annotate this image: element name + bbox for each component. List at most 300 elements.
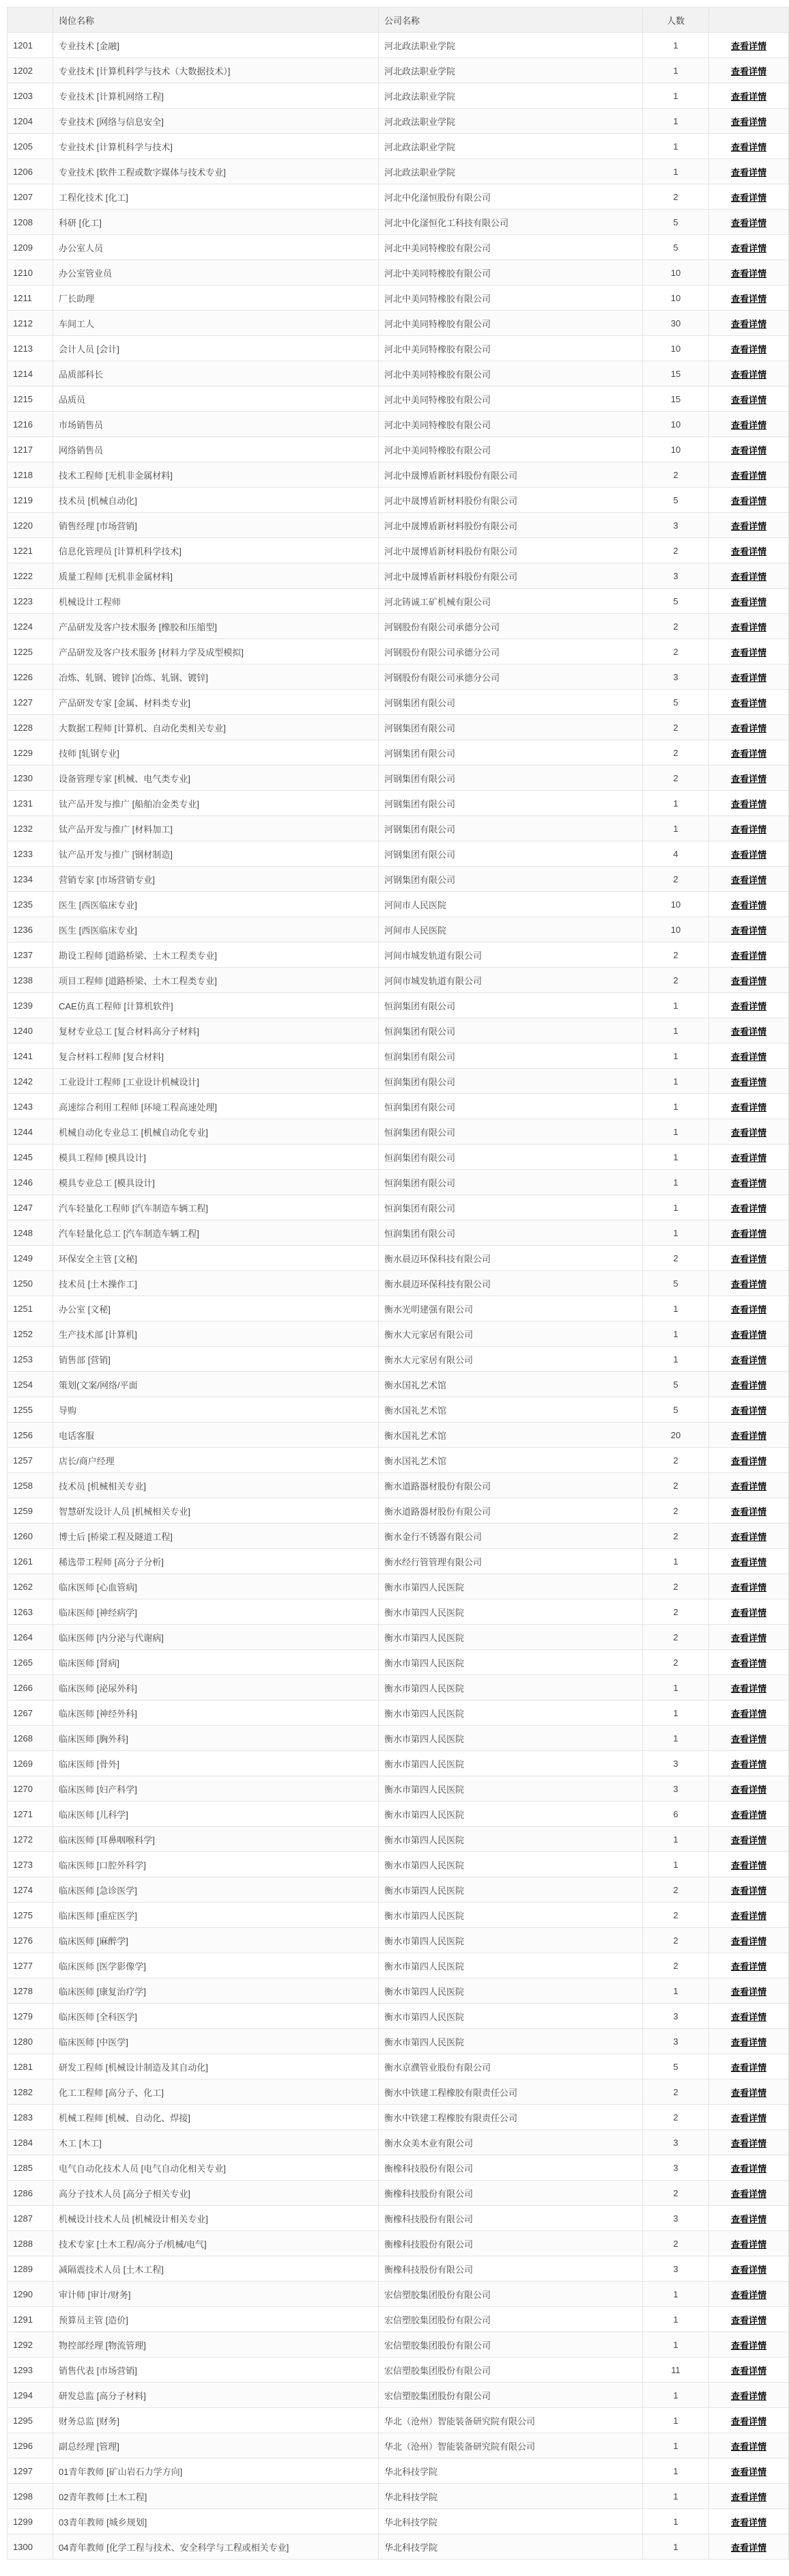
view-detail-link[interactable]: 查看详情 bbox=[730, 824, 766, 835]
view-detail-link[interactable]: 查看详情 bbox=[730, 773, 766, 784]
view-detail-link[interactable]: 查看详情 bbox=[730, 1152, 766, 1163]
row-count: 2 bbox=[643, 766, 709, 791]
table-row bbox=[8, 1397, 789, 1423]
table-row bbox=[8, 1827, 789, 1852]
table-row bbox=[8, 968, 789, 993]
view-detail-link[interactable]: 查看详情 bbox=[730, 1632, 766, 1643]
row-id: 1235 bbox=[8, 892, 53, 917]
row-count: 1 bbox=[643, 33, 709, 58]
row-id: 1289 bbox=[8, 2256, 53, 2282]
row-count: 1 bbox=[643, 993, 709, 1018]
row-count: 10 bbox=[643, 412, 709, 437]
view-detail-link[interactable]: 查看详情 bbox=[730, 1329, 766, 1340]
row-action-cell bbox=[709, 1119, 789, 1145]
view-detail-link[interactable]: 查看详情 bbox=[730, 2441, 766, 2452]
view-detail-link[interactable]: 查看详情 bbox=[730, 571, 766, 582]
row-position: 网络销售员 bbox=[53, 437, 379, 462]
row-company: 河北中美同特橡胶有限公司 bbox=[379, 285, 643, 311]
view-detail-link[interactable]: 查看详情 bbox=[730, 1860, 766, 1871]
view-detail-link[interactable]: 查看详情 bbox=[730, 1607, 766, 1618]
view-detail-link[interactable]: 查看详情 bbox=[730, 950, 766, 961]
row-company: 衡橡科技股份有限公司 bbox=[379, 2181, 643, 2206]
row-company: 衡水国礼艺术馆 bbox=[379, 1423, 643, 1448]
row-company: 河钢集团有限公司 bbox=[379, 690, 643, 715]
row-company: 河间市人民医院 bbox=[379, 892, 643, 917]
row-action-cell bbox=[709, 2534, 789, 2560]
row-company: 河北中美同特橡胶有限公司 bbox=[379, 235, 643, 260]
table-row bbox=[8, 184, 789, 210]
row-company: 衡水国礼艺术馆 bbox=[379, 1397, 643, 1423]
row-id: 1273 bbox=[8, 1852, 53, 1877]
row-count: 3 bbox=[643, 2004, 709, 2029]
view-detail-link[interactable]: 查看详情 bbox=[730, 394, 766, 405]
row-count: 6 bbox=[643, 1802, 709, 1827]
row-action-cell bbox=[709, 1044, 789, 1069]
row-action-cell bbox=[709, 361, 789, 387]
table-row bbox=[8, 2256, 789, 2282]
row-id: 1205 bbox=[8, 134, 53, 159]
view-detail-link[interactable]: 查看详情 bbox=[730, 495, 766, 506]
row-action-cell bbox=[709, 1802, 789, 1827]
row-position: 模具工程师 [模具设计] bbox=[53, 1145, 379, 1170]
row-count: 1 bbox=[643, 134, 709, 159]
row-id: 1296 bbox=[8, 2433, 53, 2459]
row-id: 1234 bbox=[8, 867, 53, 892]
view-detail-link[interactable]: 查看详情 bbox=[730, 672, 766, 683]
row-company: 宏信塑胶集团股份有限公司 bbox=[379, 2357, 643, 2383]
view-detail-link[interactable]: 查看详情 bbox=[730, 2138, 766, 2148]
row-position: 临床医师 [麻醉学] bbox=[53, 1928, 379, 1953]
row-position: 销售代表 [市场营销] bbox=[53, 2357, 379, 2383]
row-action-cell bbox=[709, 1625, 789, 1650]
row-action-cell bbox=[709, 1448, 789, 1473]
row-action-cell bbox=[709, 1650, 789, 1675]
view-detail-link[interactable]: 查看详情 bbox=[730, 546, 766, 557]
row-count: 2 bbox=[643, 867, 709, 892]
row-company: 衡水中铁建工程橡胶有限责任公司 bbox=[379, 2080, 643, 2105]
view-detail-link[interactable]: 查看详情 bbox=[730, 1278, 766, 1289]
view-detail-link[interactable]: 查看详情 bbox=[730, 2062, 766, 2073]
view-detail-link[interactable]: 查看详情 bbox=[730, 2390, 766, 2401]
row-action-cell bbox=[709, 1827, 789, 1852]
row-action-cell bbox=[709, 1347, 789, 1372]
view-detail-link[interactable]: 查看详情 bbox=[730, 1885, 766, 1896]
row-position: 临床医师 [急诊医学] bbox=[53, 1877, 379, 1903]
view-detail-link[interactable]: 查看详情 bbox=[730, 1834, 766, 1845]
table-row bbox=[8, 2282, 789, 2307]
row-action-cell bbox=[709, 1473, 789, 1498]
row-position: 会计人员 [会计] bbox=[53, 336, 379, 361]
table-row bbox=[8, 210, 789, 235]
view-detail-link[interactable]: 查看详情 bbox=[730, 1809, 766, 1820]
row-count: 30 bbox=[643, 311, 709, 336]
row-position: 01青年教师 [矿山岩石力学方向] bbox=[53, 2459, 379, 2484]
table-row bbox=[8, 260, 789, 285]
row-id: 1262 bbox=[8, 1574, 53, 1599]
row-count: 2 bbox=[643, 1448, 709, 1473]
row-id: 1280 bbox=[8, 2029, 53, 2054]
view-detail-link[interactable]: 查看详情 bbox=[730, 1683, 766, 1694]
row-position: 大数据工程师 [计算机、自动化类相关专业] bbox=[53, 715, 379, 740]
table-row bbox=[8, 1498, 789, 1524]
row-action-cell bbox=[709, 235, 789, 260]
table-row bbox=[8, 993, 789, 1018]
view-detail-link[interactable]: 查看详情 bbox=[730, 621, 766, 632]
view-detail-link[interactable]: 查看详情 bbox=[730, 925, 766, 936]
view-detail-link[interactable]: 查看详情 bbox=[730, 874, 766, 885]
table-row bbox=[8, 2357, 789, 2383]
row-position: 科研 [化工] bbox=[53, 210, 379, 235]
row-count: 2 bbox=[643, 1953, 709, 1978]
row-count: 10 bbox=[643, 917, 709, 942]
row-company: 河钢集团有限公司 bbox=[379, 740, 643, 766]
row-company: 河间市城发轨道有限公司 bbox=[379, 968, 643, 993]
row-count: 20 bbox=[643, 1423, 709, 1448]
table-row bbox=[8, 361, 789, 387]
row-id: 1243 bbox=[8, 1094, 53, 1119]
view-detail-link[interactable]: 查看详情 bbox=[730, 2213, 766, 2224]
row-position: 财务总监 [财务] bbox=[53, 2408, 379, 2433]
view-detail-link[interactable]: 查看详情 bbox=[730, 647, 766, 658]
view-detail-link[interactable]: 查看详情 bbox=[730, 2365, 766, 2376]
table-row bbox=[8, 1776, 789, 1802]
view-detail-link[interactable]: 查看详情 bbox=[730, 217, 766, 228]
row-count: 1 bbox=[643, 1700, 709, 1726]
row-action-cell bbox=[709, 336, 789, 361]
view-detail-link[interactable]: 查看详情 bbox=[730, 116, 766, 127]
view-detail-link[interactable]: 查看详情 bbox=[730, 723, 766, 733]
row-position: 临床医师 [儿科学] bbox=[53, 1802, 379, 1827]
row-id: 1226 bbox=[8, 664, 53, 690]
row-company: 衡水光明建强有限公司 bbox=[379, 1296, 643, 1321]
row-count: 2 bbox=[643, 2231, 709, 2256]
view-detail-link[interactable]: 查看详情 bbox=[730, 1506, 766, 1517]
view-detail-link[interactable]: 查看详情 bbox=[730, 2264, 766, 2275]
row-count: 1 bbox=[643, 791, 709, 816]
row-count: 1 bbox=[643, 1145, 709, 1170]
row-count: 2 bbox=[643, 1877, 709, 1903]
row-action-cell bbox=[709, 715, 789, 740]
view-detail-link[interactable]: 查看详情 bbox=[730, 2036, 766, 2047]
view-detail-link[interactable]: 查看详情 bbox=[730, 1935, 766, 1946]
row-position: 店长/商户经理 bbox=[53, 1448, 379, 1473]
row-action-cell bbox=[709, 2181, 789, 2206]
view-detail-link[interactable]: 查看详情 bbox=[730, 1051, 766, 1062]
row-position: 导购 bbox=[53, 1397, 379, 1423]
row-id: 1259 bbox=[8, 1498, 53, 1524]
view-detail-link[interactable]: 查看详情 bbox=[730, 1430, 766, 1441]
view-detail-link[interactable]: 查看详情 bbox=[730, 1354, 766, 1365]
row-action-cell bbox=[709, 1246, 789, 1271]
view-detail-link[interactable]: 查看详情 bbox=[730, 596, 766, 607]
row-company: 衡水市第四人民医院 bbox=[379, 1827, 643, 1852]
row-company: 衡水市第四人民医院 bbox=[379, 1700, 643, 1726]
row-count: 5 bbox=[643, 690, 709, 715]
view-detail-link[interactable]: 查看详情 bbox=[730, 2314, 766, 2325]
view-detail-link[interactable]: 查看详情 bbox=[730, 2416, 766, 2426]
row-company: 河北铸诚工矿机械有限公司 bbox=[379, 589, 643, 614]
row-id: 1269 bbox=[8, 1751, 53, 1776]
view-detail-link[interactable]: 查看详情 bbox=[730, 2112, 766, 2123]
row-count: 5 bbox=[643, 235, 709, 260]
view-detail-link[interactable]: 查看详情 bbox=[730, 849, 766, 860]
row-company: 河北中美同特橡胶有限公司 bbox=[379, 336, 643, 361]
row-count: 1 bbox=[643, 1296, 709, 1321]
row-action-cell bbox=[709, 1852, 789, 1877]
row-id: 1281 bbox=[8, 2054, 53, 2080]
row-action-cell bbox=[709, 1776, 789, 1802]
row-position: 厂长助理 bbox=[53, 285, 379, 311]
row-company: 河北中美同特橡胶有限公司 bbox=[379, 387, 643, 412]
row-id: 1293 bbox=[8, 2357, 53, 2383]
view-detail-link[interactable]: 查看详情 bbox=[730, 91, 766, 102]
row-count: 1 bbox=[643, 58, 709, 83]
row-company: 衡水市第四人民医院 bbox=[379, 1953, 643, 1978]
view-detail-link[interactable]: 查看详情 bbox=[730, 2542, 766, 2553]
row-position: 技术员 [机械相关专业] bbox=[53, 1473, 379, 1498]
row-position: 医生 [西医临床专业] bbox=[53, 917, 379, 942]
view-detail-link[interactable]: 查看详情 bbox=[730, 1127, 766, 1138]
row-company: 衡水市第四人民医院 bbox=[379, 1751, 643, 1776]
view-detail-link[interactable]: 查看详情 bbox=[730, 748, 766, 759]
row-company: 华北科技学院 bbox=[379, 2484, 643, 2509]
row-action-cell bbox=[709, 58, 789, 83]
view-detail-link[interactable]: 查看详情 bbox=[730, 1102, 766, 1112]
view-detail-link[interactable]: 查看详情 bbox=[730, 798, 766, 809]
row-count: 2 bbox=[643, 184, 709, 210]
row-company: 河北政法职业学院 bbox=[379, 134, 643, 159]
row-id: 1271 bbox=[8, 1802, 53, 1827]
row-company: 衡水大元家居有限公司 bbox=[379, 1321, 643, 1347]
row-count: 1 bbox=[643, 1119, 709, 1145]
view-detail-link[interactable]: 查看详情 bbox=[730, 1531, 766, 1542]
row-position: 审计师 [审计/财务] bbox=[53, 2282, 379, 2307]
view-detail-link[interactable]: 查看详情 bbox=[730, 2340, 766, 2351]
view-detail-link[interactable]: 查看详情 bbox=[730, 1228, 766, 1239]
row-position: 化工工程师 [高分子、化工] bbox=[53, 2080, 379, 2105]
view-detail-link[interactable]: 查看详情 bbox=[730, 344, 766, 354]
view-detail-link[interactable]: 查看详情 bbox=[730, 1481, 766, 1492]
row-count: 2 bbox=[643, 1599, 709, 1625]
row-count: 2 bbox=[643, 462, 709, 488]
row-position: 临床医师 [中医学] bbox=[53, 2029, 379, 2054]
view-detail-link[interactable]: 查看详情 bbox=[730, 1784, 766, 1795]
row-action-cell bbox=[709, 538, 789, 563]
row-position: CAE仿真工程师 [计算机软件] bbox=[53, 993, 379, 1018]
view-detail-link[interactable]: 查看详情 bbox=[730, 1733, 766, 1744]
row-action-cell bbox=[709, 260, 789, 285]
table-row bbox=[8, 2307, 789, 2332]
table-row bbox=[8, 563, 789, 589]
row-company: 衡水京濮管业股份有限公司 bbox=[379, 2054, 643, 2080]
view-detail-link[interactable]: 查看详情 bbox=[730, 1076, 766, 1087]
view-detail-link[interactable]: 查看详情 bbox=[730, 167, 766, 178]
table-row bbox=[8, 1903, 789, 1928]
row-id: 1290 bbox=[8, 2282, 53, 2307]
row-count: 1 bbox=[643, 1549, 709, 1574]
view-detail-link[interactable]: 查看详情 bbox=[730, 2289, 766, 2300]
row-company: 衡水市第四人民医院 bbox=[379, 1726, 643, 1751]
view-detail-link[interactable]: 查看详情 bbox=[730, 1657, 766, 1668]
row-position: 模具专业总工 [模具设计] bbox=[53, 1170, 379, 1195]
row-count: 1 bbox=[643, 1827, 709, 1852]
view-detail-link[interactable]: 查看详情 bbox=[730, 2087, 766, 2098]
view-detail-link[interactable]: 查看详情 bbox=[730, 2163, 766, 2174]
view-detail-link[interactable]: 查看详情 bbox=[730, 293, 766, 304]
row-id: 1247 bbox=[8, 1195, 53, 1220]
row-id: 1275 bbox=[8, 1903, 53, 1928]
view-detail-link[interactable]: 查看详情 bbox=[730, 1961, 766, 1972]
table-row bbox=[8, 1751, 789, 1776]
row-position: 研发总监 [高分子材料] bbox=[53, 2383, 379, 2408]
row-position: 办公室人员 bbox=[53, 235, 379, 260]
row-action-cell bbox=[709, 690, 789, 715]
row-id: 1288 bbox=[8, 2231, 53, 2256]
header-count: 人数 bbox=[643, 8, 709, 33]
view-detail-link[interactable]: 查看详情 bbox=[730, 697, 766, 708]
row-action-cell bbox=[709, 134, 789, 159]
table-row bbox=[8, 2332, 789, 2357]
view-detail-link[interactable]: 查看详情 bbox=[730, 1026, 766, 1037]
row-count: 1 bbox=[643, 1675, 709, 1700]
row-count: 2 bbox=[643, 1246, 709, 1271]
row-action-cell bbox=[709, 2004, 789, 2029]
row-position: 专业技术 [金融] bbox=[53, 33, 379, 58]
row-position: 专业技术 [网络与信息安全] bbox=[53, 109, 379, 134]
row-company: 河北中化滏恒化工科技有限公司 bbox=[379, 210, 643, 235]
table-row bbox=[8, 867, 789, 892]
row-count: 1 bbox=[643, 2383, 709, 2408]
row-count: 2 bbox=[643, 2105, 709, 2130]
row-count: 3 bbox=[643, 2029, 709, 2054]
row-count: 1 bbox=[643, 1069, 709, 1094]
row-position: 质量工程师 [无机非金属材料] bbox=[53, 563, 379, 589]
table-row bbox=[8, 2509, 789, 2534]
row-position: 销售部 [营销] bbox=[53, 1347, 379, 1372]
view-detail-link[interactable]: 查看详情 bbox=[730, 66, 766, 76]
view-detail-link[interactable]: 查看详情 bbox=[730, 2188, 766, 2199]
row-company: 衡橡科技股份有限公司 bbox=[379, 2206, 643, 2231]
table-row bbox=[8, 134, 789, 159]
row-action-cell bbox=[709, 1700, 789, 1726]
view-detail-link[interactable]: 查看详情 bbox=[730, 1203, 766, 1214]
view-detail-link[interactable]: 查看详情 bbox=[730, 242, 766, 253]
row-count: 1 bbox=[643, 1347, 709, 1372]
view-detail-link[interactable]: 查看详情 bbox=[730, 1253, 766, 1264]
row-company: 宏信塑胶集团股份有限公司 bbox=[379, 2307, 643, 2332]
view-detail-link[interactable]: 查看详情 bbox=[730, 419, 766, 430]
table-row bbox=[8, 2004, 789, 2029]
row-id: 1258 bbox=[8, 1473, 53, 1498]
view-detail-link[interactable]: 查看详情 bbox=[730, 975, 766, 986]
view-detail-link[interactable]: 查看详情 bbox=[730, 1556, 766, 1567]
row-count: 3 bbox=[643, 1776, 709, 1802]
row-count: 3 bbox=[643, 664, 709, 690]
row-company: 衡水市第四人民医院 bbox=[379, 1599, 643, 1625]
table-row bbox=[8, 1953, 789, 1978]
table-row bbox=[8, 1372, 789, 1397]
row-action-cell bbox=[709, 1675, 789, 1700]
table-row bbox=[8, 1700, 789, 1726]
view-detail-link[interactable]: 查看详情 bbox=[730, 1455, 766, 1466]
view-detail-link[interactable]: 查看详情 bbox=[730, 1405, 766, 1416]
view-detail-link[interactable]: 查看详情 bbox=[730, 192, 766, 203]
row-count: 3 bbox=[643, 2155, 709, 2181]
view-detail-link[interactable]: 查看详情 bbox=[730, 1910, 766, 1921]
row-action-cell bbox=[709, 816, 789, 841]
view-detail-link[interactable]: 查看详情 bbox=[730, 2491, 766, 2502]
row-id: 1261 bbox=[8, 1549, 53, 1574]
view-detail-link[interactable]: 查看详情 bbox=[730, 318, 766, 329]
view-detail-link[interactable]: 查看详情 bbox=[730, 1304, 766, 1315]
row-count: 1 bbox=[643, 1978, 709, 2004]
view-detail-link[interactable]: 查看详情 bbox=[730, 470, 766, 481]
row-position: 临床医师 [泌尿外科] bbox=[53, 1675, 379, 1700]
row-action-cell bbox=[709, 2105, 789, 2130]
row-count: 1 bbox=[643, 2459, 709, 2484]
row-id: 1282 bbox=[8, 2080, 53, 2105]
view-detail-link[interactable]: 查看详情 bbox=[730, 141, 766, 152]
table-row bbox=[8, 1549, 789, 1574]
view-detail-link[interactable]: 查看详情 bbox=[730, 2239, 766, 2250]
view-detail-link[interactable]: 查看详情 bbox=[730, 1582, 766, 1593]
row-position: 专业技术 [软件工程或数字媒体与技术专业] bbox=[53, 159, 379, 184]
row-position: 医生 [西医临床专业] bbox=[53, 892, 379, 917]
view-detail-link[interactable]: 查看详情 bbox=[730, 369, 766, 380]
view-detail-link[interactable]: 查看详情 bbox=[730, 2011, 766, 2022]
header-action bbox=[709, 8, 789, 33]
row-position: 技术员 [机械自动化] bbox=[53, 488, 379, 513]
row-position: 环保安全主管 [文秘] bbox=[53, 1246, 379, 1271]
row-id: 1255 bbox=[8, 1397, 53, 1423]
view-detail-link[interactable]: 查看详情 bbox=[730, 2517, 766, 2528]
view-detail-link[interactable]: 查看详情 bbox=[730, 1759, 766, 1769]
row-count: 1 bbox=[643, 2332, 709, 2357]
row-id: 1252 bbox=[8, 1321, 53, 1347]
row-count: 2 bbox=[643, 1574, 709, 1599]
table-row bbox=[8, 58, 789, 83]
row-action-cell bbox=[709, 1372, 789, 1397]
view-detail-link[interactable]: 查看详情 bbox=[730, 520, 766, 531]
row-position: 专业技术 [计算机科学与技术（大数据技术）] bbox=[53, 58, 379, 83]
row-count: 1 bbox=[643, 1220, 709, 1246]
view-detail-link[interactable]: 查看详情 bbox=[730, 1177, 766, 1188]
row-company: 衡水市第四人民医院 bbox=[379, 1802, 643, 1827]
table-row bbox=[8, 1928, 789, 1953]
view-detail-link[interactable]: 查看详情 bbox=[730, 1380, 766, 1390]
row-count: 1 bbox=[643, 83, 709, 109]
row-position: 专业技术 [计算机网络工程] bbox=[53, 83, 379, 109]
table-row bbox=[8, 791, 789, 816]
table-row bbox=[8, 285, 789, 311]
view-detail-link[interactable]: 查看详情 bbox=[730, 1000, 766, 1011]
view-detail-link[interactable]: 查看详情 bbox=[730, 2466, 766, 2477]
table-row bbox=[8, 639, 789, 664]
view-detail-link[interactable]: 查看详情 bbox=[730, 445, 766, 456]
row-count: 11 bbox=[643, 2357, 709, 2383]
view-detail-link[interactable]: 查看详情 bbox=[730, 40, 766, 51]
view-detail-link[interactable]: 查看详情 bbox=[730, 1986, 766, 1997]
view-detail-link[interactable]: 查看详情 bbox=[730, 268, 766, 279]
table-row bbox=[8, 1119, 789, 1145]
row-action-cell bbox=[709, 2080, 789, 2105]
row-position: 汽车轻量化总工 [汽车制造车辆工程] bbox=[53, 1220, 379, 1246]
row-company: 华北科技学院 bbox=[379, 2509, 643, 2534]
row-company: 河北政法职业学院 bbox=[379, 58, 643, 83]
table-row bbox=[8, 1473, 789, 1498]
view-detail-link[interactable]: 查看详情 bbox=[730, 1708, 766, 1719]
view-detail-link[interactable]: 查看详情 bbox=[730, 899, 766, 910]
